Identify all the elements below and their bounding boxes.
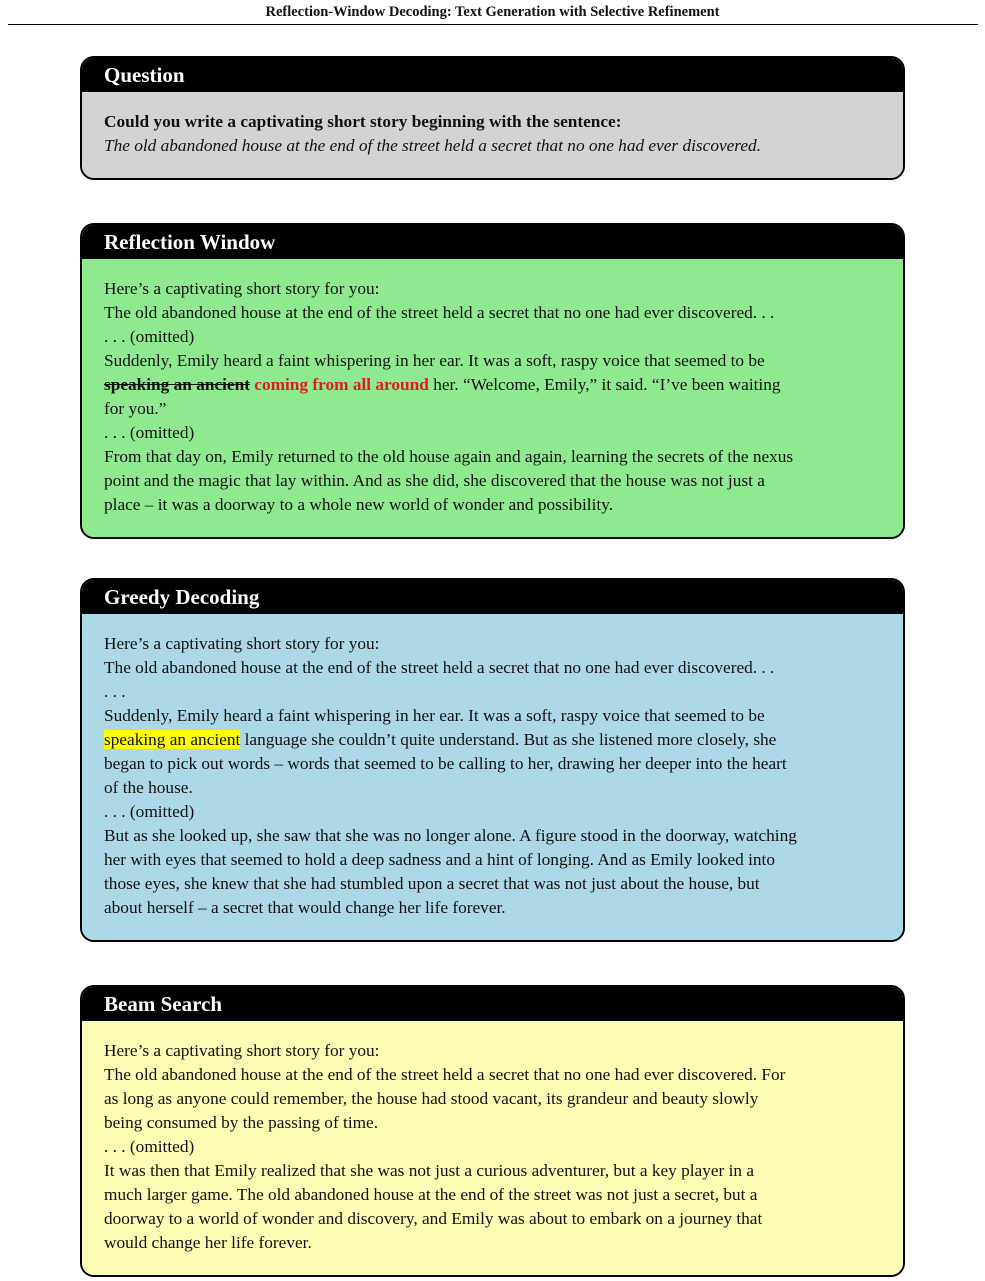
beam-search-box-body	[82, 1021, 903, 1275]
story-line: Suddenly, Emily heard a faint whispering in her ear. It was a soft, raspy voice that seemed to be	[104, 706, 765, 725]
story-line: Here’s a captivating short story for you:	[104, 1041, 380, 1060]
story-line: doorway to a world of wonder and discovery, and Emily was about to embark on a journey that	[104, 1209, 763, 1228]
highlighted-text: speaking an ancient	[104, 730, 241, 749]
story-line: about herself – a secret that would change her life forever.	[104, 898, 506, 917]
story-line: of the house.	[104, 778, 193, 797]
question-box	[80, 56, 905, 180]
reflection-window-box-title: Reflection Window	[82, 225, 903, 259]
reflection-window-box-body	[82, 259, 903, 537]
story-line: place – it was a doorway to a whole new world of wonder and possibility.	[104, 495, 614, 514]
running-header: Reflection-Window Decoding: Text Generation with Selective Refinement	[265, 4, 720, 20]
ellipsis-marker: . . .	[104, 682, 126, 701]
story-line: began to pick out words – words that seemed to be calling to her, drawing her deeper into the heart	[104, 754, 787, 773]
story-line: being consumed by the passing of time.	[104, 1113, 379, 1132]
story-line: Suddenly, Emily heard a faint whispering in her ear. It was a soft, raspy voice that seemed to be	[104, 351, 765, 370]
beam-search-box-title: Beam Search	[82, 987, 903, 1021]
replacement-text: coming from all around	[254, 375, 429, 394]
struck-text: speaking an ancient	[104, 375, 250, 394]
story-line: It was then that Emily realized that she was not just a curious adventurer, but a key player in a	[104, 1161, 755, 1180]
highlighted-line	[104, 728, 881, 752]
story-line: The old abandoned house at the end of the street held a secret that no one had ever discovered. For	[104, 1065, 786, 1084]
question-box-title: Question	[82, 58, 903, 92]
story-line: The old abandoned house at the end of the street held a secret that no one had ever discovered. . .	[104, 303, 775, 322]
question-prompt: Could you write a captivating short story beginning with the sentence:	[104, 112, 622, 131]
story-line: her with eyes that seemed to hold a deep sadness and a hint of longing. And as Emily looked into	[104, 850, 775, 869]
story-line: But as she looked up, she saw that she was no longer alone. A figure stood in the doorway, watching	[104, 826, 797, 845]
beam-search-box	[80, 985, 905, 1277]
story-line: point and the magic that lay within. And as she did, she discovered that the house was not just a	[104, 471, 765, 490]
story-line: From that day on, Emily returned to the old house again and again, learning the secrets of the nexus	[104, 447, 794, 466]
story-line: much larger game. The old abandoned house at the end of the street was not just a secret, but a	[104, 1185, 758, 1204]
story-line: would change her life forever.	[104, 1233, 312, 1252]
revised-line	[104, 373, 881, 397]
story-line: as long as anyone could remember, the house had stood vacant, its grandeur and beauty slowly	[104, 1089, 759, 1108]
story-line: for you.”	[104, 399, 167, 418]
question-box-body	[82, 92, 903, 178]
omitted-marker: . . . (omitted)	[104, 327, 195, 346]
question-sentence: The old abandoned house at the end of the street held a secret that no one had ever discovered.	[104, 136, 762, 155]
story-text: language she couldn’t quite understand. But as she listened more closely, she	[240, 730, 777, 749]
greedy-decoding-box-body	[82, 614, 903, 940]
greedy-decoding-box	[80, 578, 905, 942]
story-line: The old abandoned house at the end of the street held a secret that no one had ever discovered. . .	[104, 658, 775, 677]
reflection-window-box	[80, 223, 905, 539]
omitted-marker: . . . (omitted)	[104, 423, 195, 442]
header-rule	[8, 24, 978, 25]
omitted-marker: . . . (omitted)	[104, 802, 195, 821]
story-text: her. “Welcome, Emily,” it said. “I’ve been waiting	[428, 375, 781, 394]
story-line: those eyes, she knew that she had stumbled upon a secret that was not just about the house, but	[104, 874, 760, 893]
story-line: Here’s a captivating short story for you:	[104, 634, 380, 653]
greedy-decoding-box-title: Greedy Decoding	[82, 580, 903, 614]
story-line: Here’s a captivating short story for you:	[104, 279, 380, 298]
omitted-marker: . . . (omitted)	[104, 1137, 195, 1156]
